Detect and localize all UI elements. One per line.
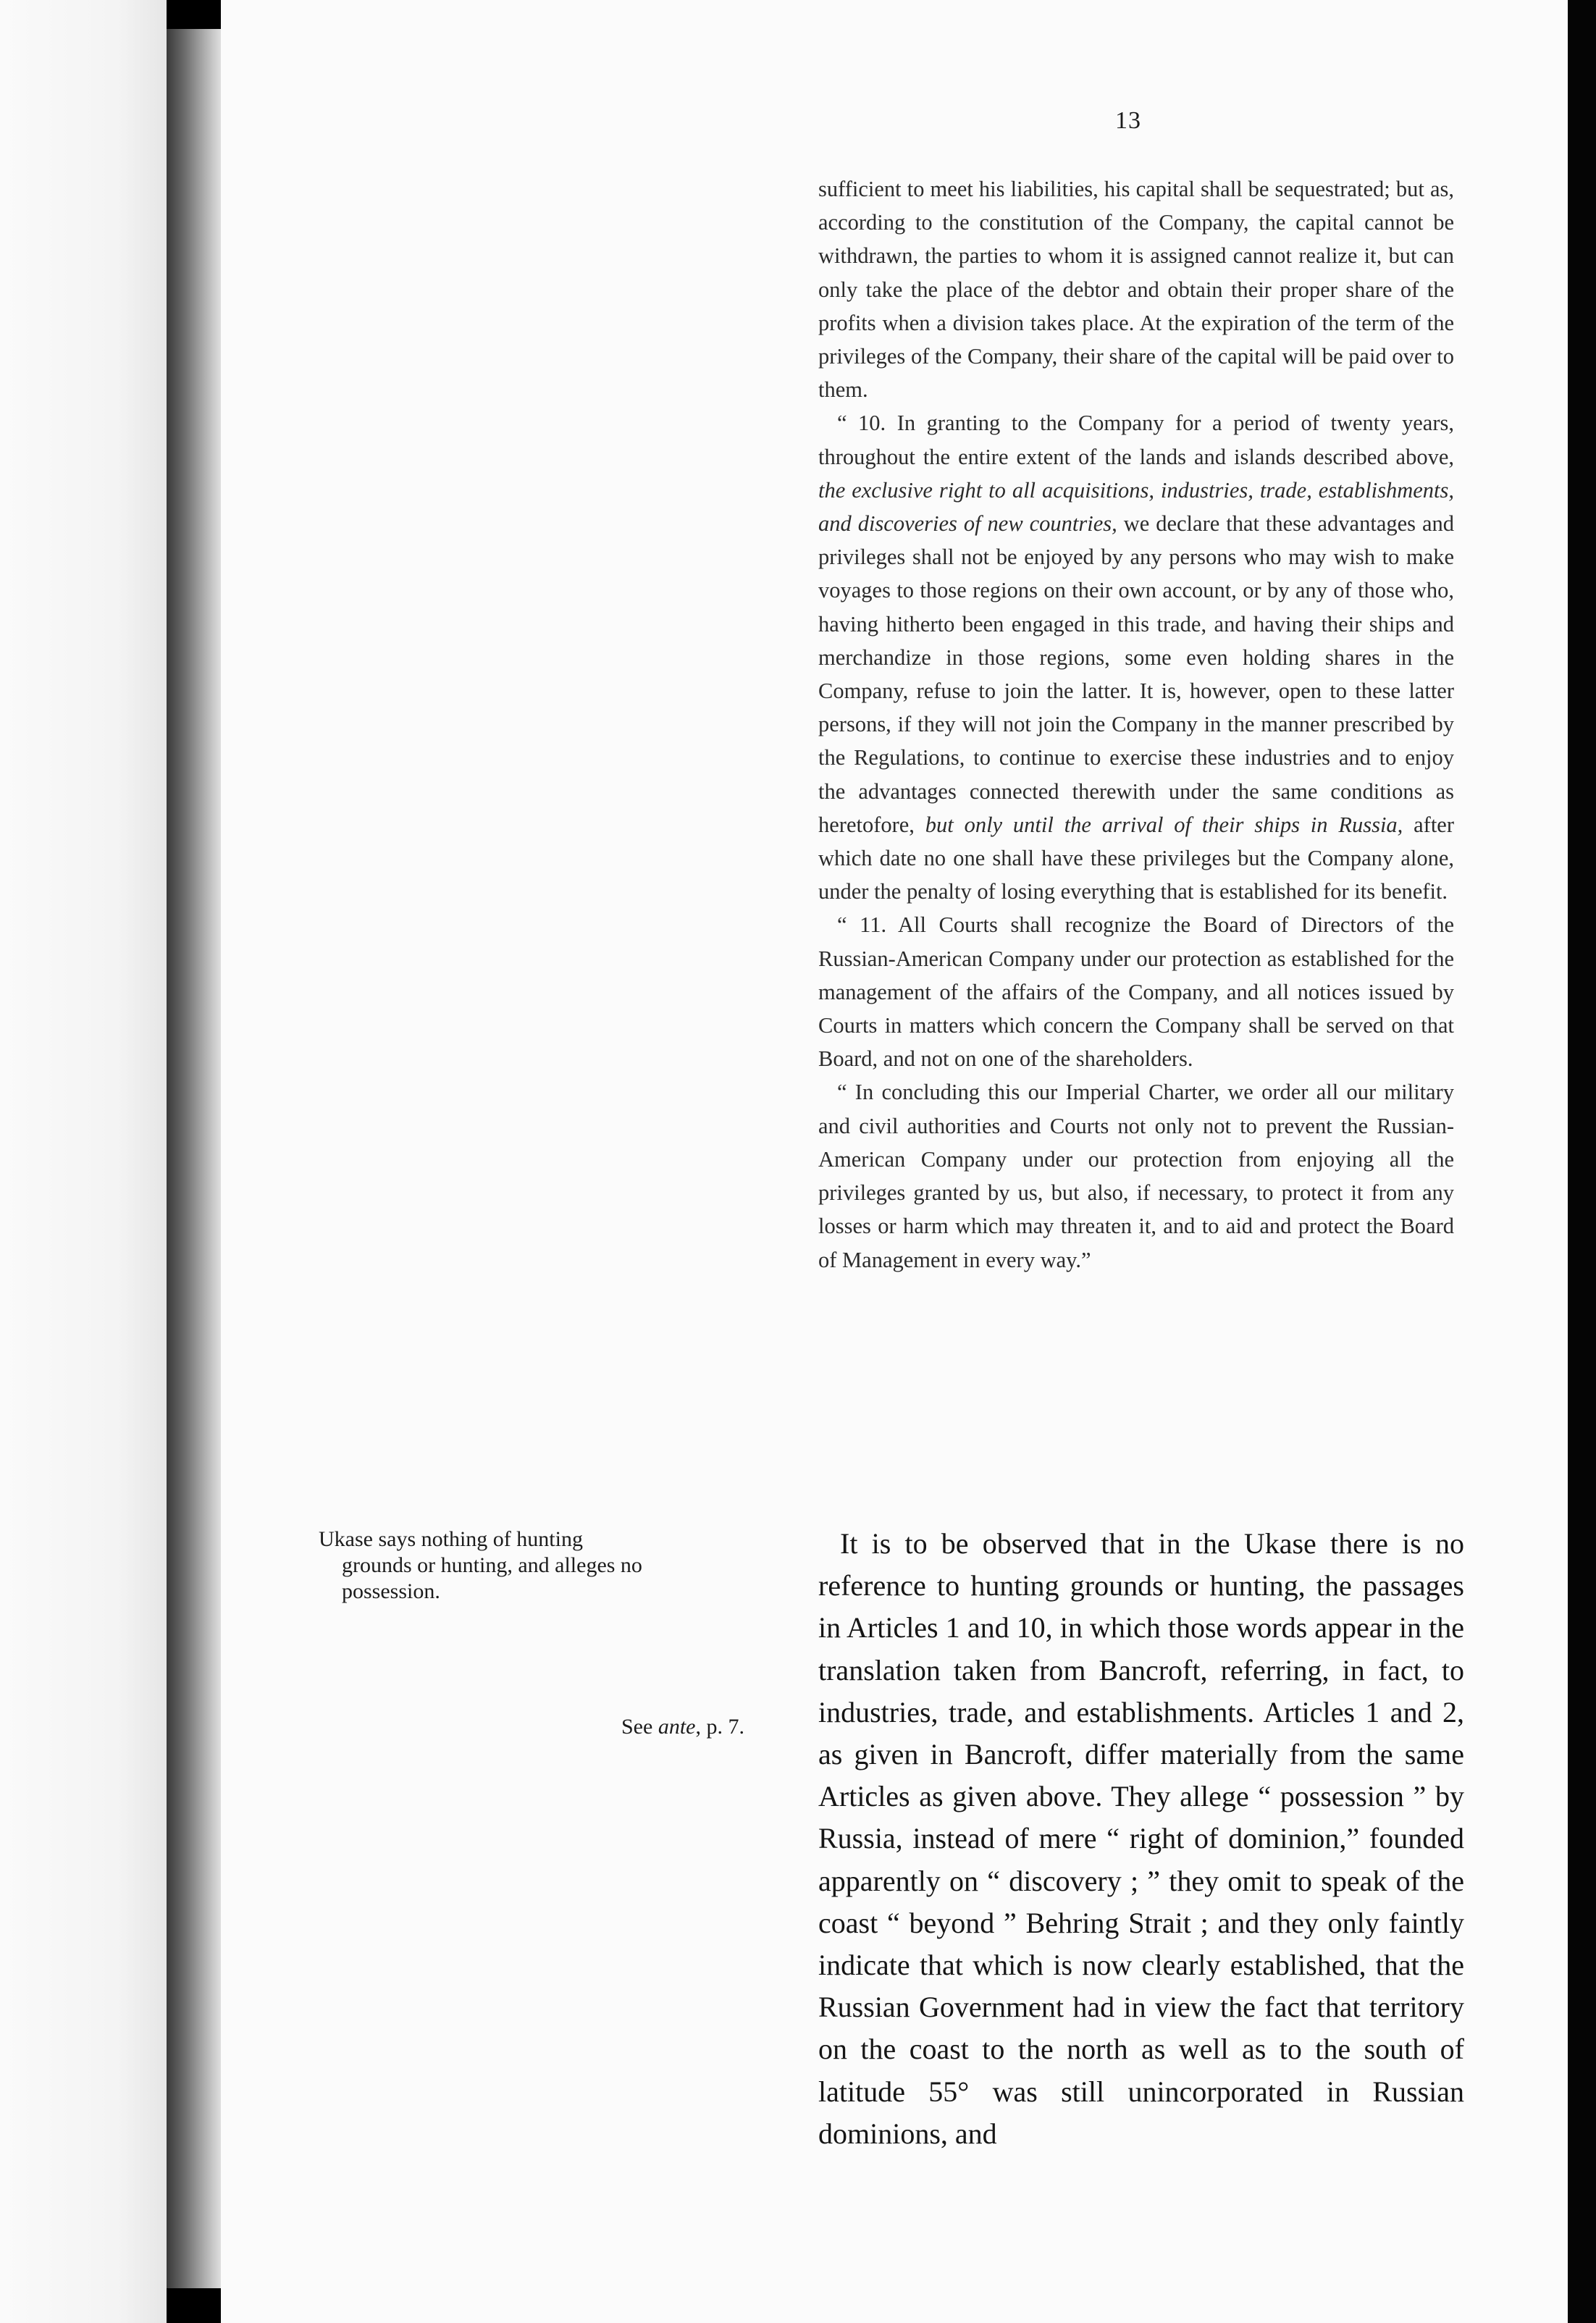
article-10-text-start: “ 10. In granting to the Company for a period of twenty years, throughout the entire extent of the lands and islands described above, xyxy=(818,411,1454,469)
body-paragraph: It is to be observed that in the Ukase there is no reference to hunting grounds or hunting, the passages in Articles 1 and 10, in which those words appear in the translation taken from Bancroft, referring, in fact, to industries, trade, and establishments. Articles 1 and 2, as given in Bancroft, differ materially from the same Articles as given above. They allege “ possession ” by Russia, instead of mere “ right of dominion,” founded apparently on “ discovery ; ” they omit to speak of the coast “ beyond ” Behring Strait ; and they only faintly indicate that which is now clearly established, that the Russian Government had in view the fact that territory on the coast to the north as well as to the south of latitude 55° was still unincorporated in Russian dominions, and xyxy=(818,1527,1464,2150)
marginal-note-line-1: Ukase says nothing of hunting xyxy=(319,1527,583,1551)
body-text xyxy=(818,1523,1464,2155)
see-suffix: , p. 7. xyxy=(695,1715,744,1739)
quote-paragraph-continuation: sufficient to meet his liabilities, his capital shall be sequestrated; but as, according to the constitution of the Company, the capital cannot be withdrawn, the parties to whom it is assigned cannot realize it, but can only take the place of the debtor and obtain their proper share of the profits when a division takes place. At the expiration of the term of the privileges of the Company, their share of the capital will be paid over to them. xyxy=(818,177,1454,403)
book-binding-gutter xyxy=(167,29,224,2288)
marginal-note-ukase xyxy=(319,1526,724,1605)
see-italic-ante: ante xyxy=(658,1715,696,1739)
article-10-italic-until-arrival: but only until the arrival of their ships in Russia, xyxy=(925,812,1403,837)
article-10-text-end: after which date no one shall have these privileges but the Company alone, under the penalty of losing everything that is established for its benefit. xyxy=(818,812,1454,904)
marginal-reference-see-ante xyxy=(621,1715,744,1739)
marginal-note-line-2: grounds or hunting, and alleges no xyxy=(342,1553,642,1577)
quote-paragraph-article-10 xyxy=(818,406,1454,908)
page-number: 13 xyxy=(1115,107,1141,134)
ukase-quotation xyxy=(818,172,1454,1277)
quote-paragraph-conclusion: “ In concluding this our Imperial Charter, we order all our military and civil authorities and Courts not only not to prevent the Russian-American Company under our protection from enjoying all the privileges granted by us, but also, if necessary, to protect it from any losses or harm which may threaten it, and to aid and protect the Board of Management in every way.” xyxy=(818,1080,1454,1272)
article-10-italic-exclusive-right: the exclusive right to all acquisitions, industries, trade, establishments, and discoveries of new countries, xyxy=(818,477,1454,537)
see-prefix: See xyxy=(621,1715,658,1739)
page-right-edge xyxy=(1568,0,1596,2323)
marginal-note-line-3: possession. xyxy=(342,1579,440,1603)
article-10-text-middle: we declare that these advantages and privileges shall not be enjoyed by any persons who may wish to make voyages to those regions on their own account, or by any of those who, having hitherto been engaged in this trade, and having their ships and merchandize in those regions, some even holding shares in the Company, refuse to join the latter. It is, however, open to these latter persons, if they will not join the Company in the manner prescribed by the Regulations, to continue to exercise these industries and to enjoy the advantages connected therewith under the same conditions as heretofore, xyxy=(818,511,1455,837)
left-facing-page xyxy=(0,0,167,2323)
quote-paragraph-article-11: “ 11. All Courts shall recognize the Board of Directors of the Russian-American Company under our protection as established for the management of the affairs of the Company, and all notices issued by Courts in matters which concern the Company shall be served on that Board, and not on one of the shareholders. xyxy=(818,912,1454,1072)
